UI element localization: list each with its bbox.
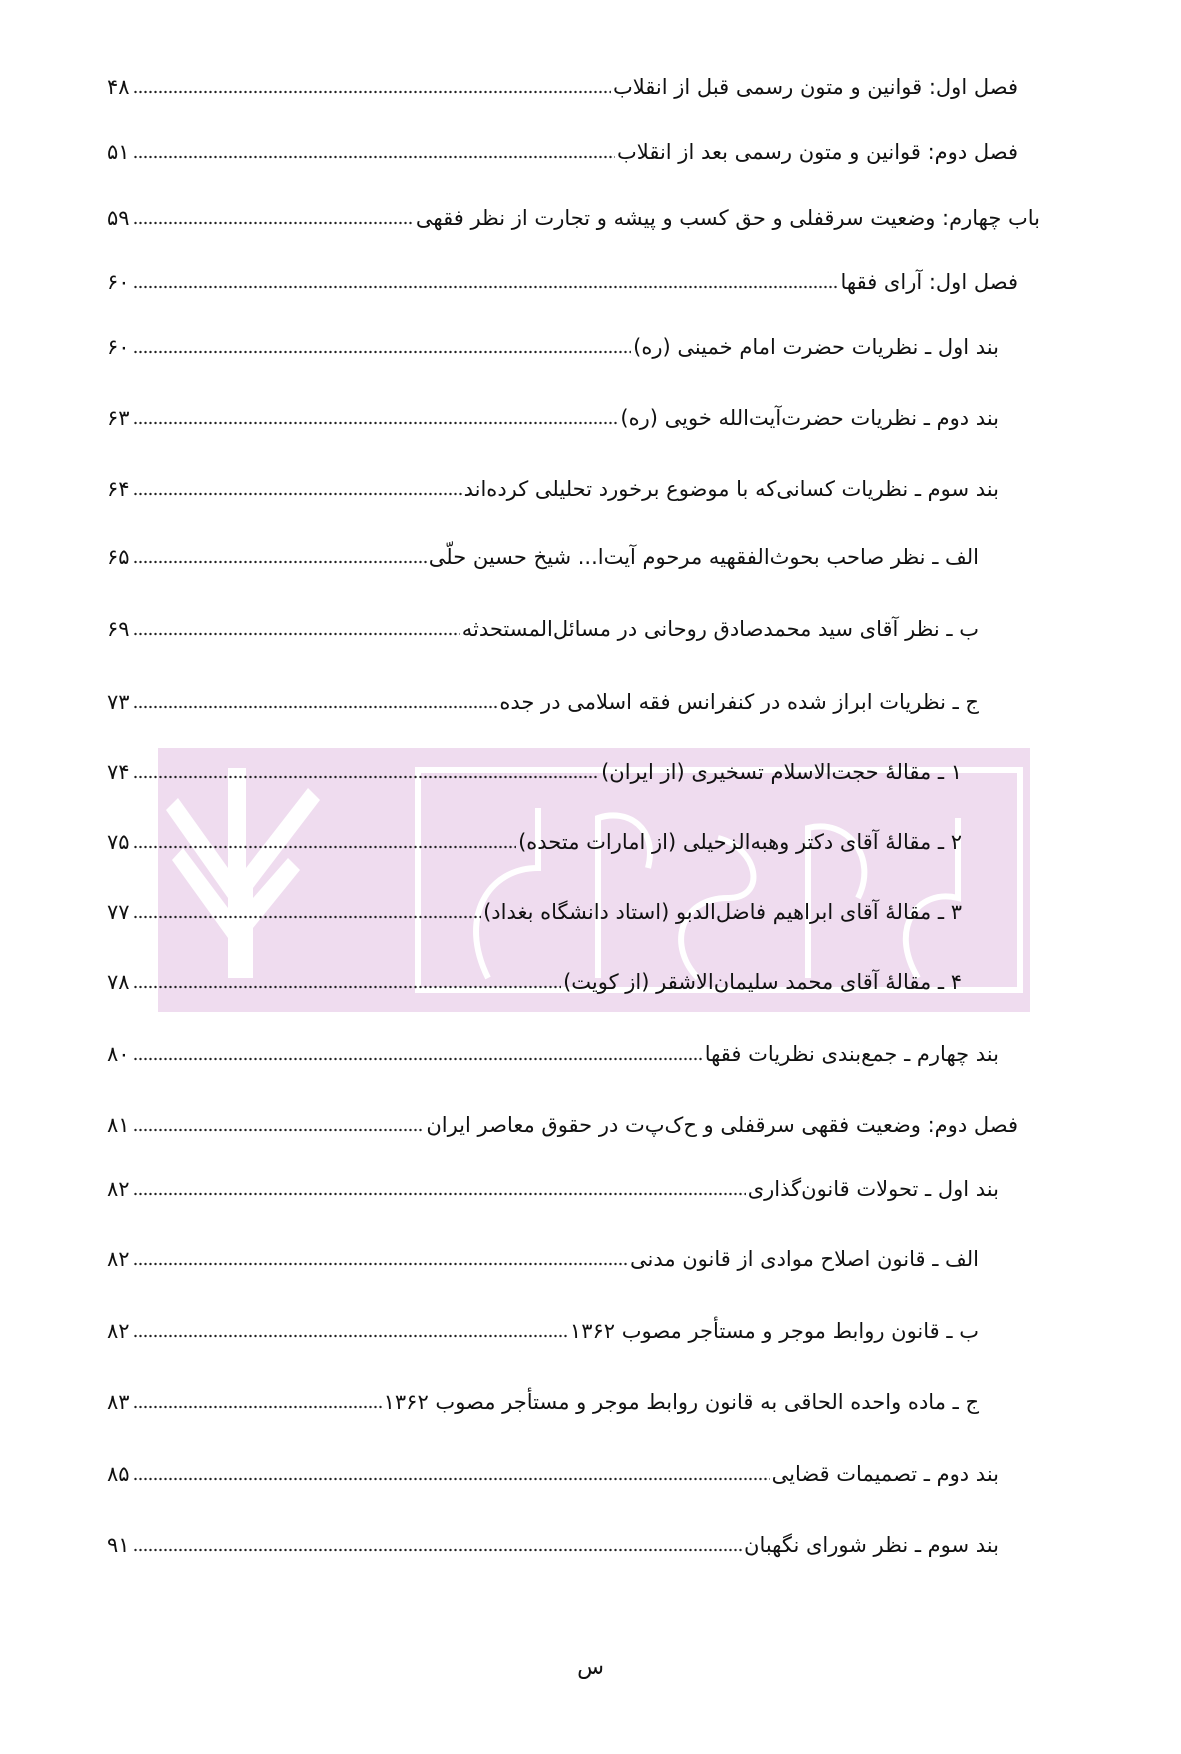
toc-entry-title: بند دوم ـ تصمیمات قضایی xyxy=(771,1462,999,1486)
dot-leader xyxy=(133,631,460,637)
toc-entry-page-number: ۸۰ xyxy=(107,1042,130,1066)
toc-entry-title: بند اول ـ تحولات قانون‌گذاری xyxy=(747,1177,999,1201)
toc-entry-page-number: ۶۴ xyxy=(107,477,130,501)
toc-entry-page-number: ۴۸ xyxy=(107,75,130,99)
dot-leader xyxy=(133,420,618,426)
toc-entry-page-number: ۶۵ xyxy=(107,545,130,569)
toc-entry-title: ۱ ـ مقالهٔ حجت‌الاسلام تسخیری (از ایران) xyxy=(601,760,962,784)
toc-entry-page-number: ۸۱ xyxy=(107,1113,130,1137)
toc-entry[interactable] xyxy=(107,957,962,997)
dot-leader xyxy=(133,704,497,710)
dot-leader xyxy=(133,1333,568,1339)
toc-entry-page-number: ۷۷ xyxy=(107,900,130,924)
toc-entry[interactable] xyxy=(107,1306,979,1346)
toc-entry-title: الف ـ نظر صاحب بحوث‌الفقهیه مرحوم آیت‌ا... شیخ حسین حلّی xyxy=(428,545,979,569)
toc-entry[interactable] xyxy=(107,464,999,504)
page-folio: س xyxy=(577,1655,604,1680)
toc-entry-page-number: ۷۵ xyxy=(107,830,130,854)
toc-entry-page-number: ۶۰ xyxy=(107,335,130,359)
toc-entry[interactable] xyxy=(107,817,962,857)
toc-entry-page-number: ۷۴ xyxy=(107,760,130,784)
toc-entry-title: ب ـ قانون روابط موجر و مستأجر مصوب ۱۳۶۲ xyxy=(569,1319,979,1343)
toc-entry-page-number: ۵۹ xyxy=(107,206,130,230)
dot-leader xyxy=(133,1547,742,1553)
dot-leader xyxy=(133,914,481,920)
toc-entry-title: ج ـ نظریات ابراز شده در کنفرانس فقه اسلامی در جده xyxy=(499,690,979,714)
dot-leader xyxy=(133,154,615,160)
toc-entry-title: ۲ ـ مقالهٔ آقای دکتر وهبه‌الزحیلی (از امارات متحده) xyxy=(518,830,962,854)
toc-entry[interactable] xyxy=(107,257,1018,297)
toc-entry-title: باب چهارم: وضعیت سرقفلی و حق کسب و پیشه و تجارت از نظر فقهی xyxy=(415,206,1040,230)
toc-entry-title: بند دوم ـ نظریات حضرت‌آیت‌الله خویی (ره) xyxy=(620,406,999,430)
toc-entry-page-number: ۸۲ xyxy=(107,1177,130,1201)
toc-entry[interactable] xyxy=(107,532,979,572)
toc-entry[interactable] xyxy=(107,887,962,927)
dot-leader xyxy=(133,349,631,355)
toc-entry-page-number: ۶۰ xyxy=(107,270,130,294)
dot-leader xyxy=(133,559,427,565)
dot-leader xyxy=(133,1404,382,1410)
dot-leader xyxy=(133,984,561,990)
toc-entry-title: ۴ ـ مقالهٔ آقای محمد سلیمان‌الاشقر (از کویت) xyxy=(563,970,962,994)
toc-entry[interactable] xyxy=(107,193,1040,233)
dot-leader xyxy=(133,1261,628,1267)
toc-entry[interactable] xyxy=(107,1100,1018,1140)
toc-entry[interactable] xyxy=(107,1164,999,1204)
dot-leader xyxy=(133,1476,770,1482)
dot-leader xyxy=(133,284,839,290)
toc-entry-page-number: ۸۵ xyxy=(107,1462,130,1486)
toc-entry-title: فصل دوم: وضعیت فقهی سرقفلی و ح‌ک‌پ‌ت در حقوق معاصر ایران xyxy=(426,1113,1018,1137)
dot-leader xyxy=(133,774,599,780)
toc-entry-title: بند سوم ـ نظریات کسانی‌که با موضوع برخورد تحلیلی کرده‌اند xyxy=(463,477,999,501)
toc-entry[interactable] xyxy=(107,62,1018,102)
toc-entry[interactable] xyxy=(107,1520,999,1560)
toc-entry-title: ج ـ ماده واحده الحاقی به قانون روابط موجر و مستأجر مصوب ۱۳۶۲ xyxy=(383,1390,979,1414)
toc-entry[interactable] xyxy=(107,322,999,362)
dot-leader xyxy=(133,1127,424,1133)
dot-leader xyxy=(133,1191,746,1197)
toc-entry-page-number: ۸۲ xyxy=(107,1247,130,1271)
toc-entry-page-number: ۶۹ xyxy=(107,617,130,641)
toc-entry-title: ۳ ـ مقالهٔ آقای ابراهیم فاضل‌الدبو (استاد دانشگاه بغداد) xyxy=(483,900,962,924)
dot-leader xyxy=(133,1056,703,1062)
dot-leader xyxy=(133,89,611,95)
toc-entry-page-number: ۹۱ xyxy=(107,1533,130,1557)
dot-leader xyxy=(133,844,516,850)
toc-entry-page-number: ۶۳ xyxy=(107,406,130,430)
toc-entry[interactable] xyxy=(107,393,999,433)
toc-entry-title: بند چهارم ـ جمع‌بندی نظریات فقها xyxy=(704,1042,999,1066)
toc-entry-page-number: ۸۳ xyxy=(107,1390,130,1414)
toc-entry-title: الف ـ قانون اصلاح موادی از قانون مدنی xyxy=(629,1247,979,1271)
toc-entry-page-number: ۷۸ xyxy=(107,970,130,994)
toc-entry[interactable] xyxy=(107,747,962,787)
toc-entry-title: بند سوم ـ نظر شورای نگهبان xyxy=(744,1533,999,1557)
toc-entry-title: فصل اول: قوانین و متون رسمی قبل از انقلاب xyxy=(613,75,1018,99)
toc-entry-page-number: ۷۳ xyxy=(107,690,130,714)
toc-entry-title: فصل اول: آرای فقها xyxy=(840,270,1018,294)
toc-entry-page-number: ۸۲ xyxy=(107,1319,130,1343)
toc-entry-page-number: ۵۱ xyxy=(107,140,130,164)
toc-entry[interactable] xyxy=(107,604,979,644)
dot-leader xyxy=(133,491,462,497)
toc-entry-title: فصل دوم: قوانین و متون رسمی بعد از انقلاب xyxy=(617,140,1018,164)
toc-entry[interactable] xyxy=(107,1377,979,1417)
dot-leader xyxy=(133,220,414,226)
toc-entry[interactable] xyxy=(107,677,979,717)
toc-entry-title: ب ـ نظر آقای سید محمدصادق روحانی در مسائل‌المستحدثه xyxy=(461,617,979,641)
toc-entry[interactable] xyxy=(107,1234,979,1274)
toc-entry[interactable] xyxy=(107,1449,999,1489)
toc-entry[interactable] xyxy=(107,127,1018,167)
toc-entry[interactable] xyxy=(107,1029,999,1069)
toc-entry-title: بند اول ـ نظریات حضرت امام خمینی (ره) xyxy=(633,335,999,359)
